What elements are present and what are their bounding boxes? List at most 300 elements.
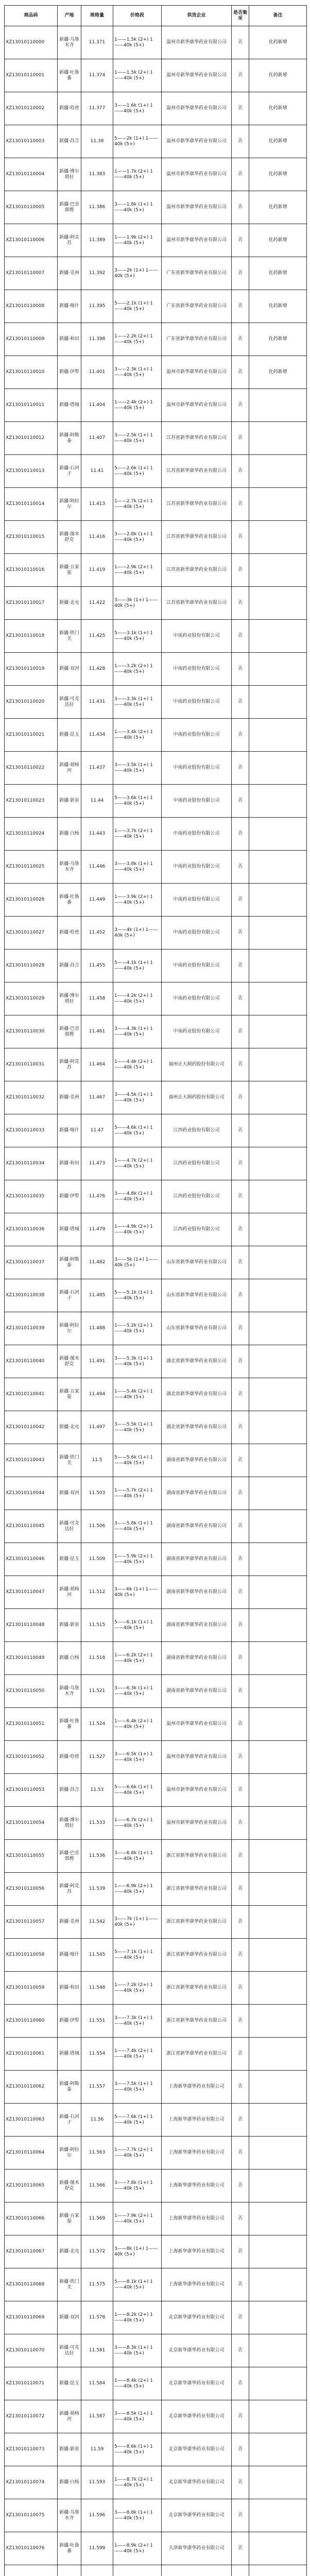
spec-cell: 11.449 — [81, 884, 113, 917]
header-row — [5, 6, 307, 26]
remark-cell: 化药新增 — [249, 158, 307, 191]
producer-cell: 新疆·图木舒克 — [58, 1345, 81, 1378]
price-cell: 1——6.2k (2+) 1——40k (5+) — [113, 1642, 162, 1675]
table-row — [5, 323, 307, 356]
price-cell: 3——6.8k (1+) 1——40k (5+) — [113, 1840, 162, 1873]
table-row — [5, 125, 307, 158]
company-cell: 江西药业股份有限公司 — [162, 1114, 232, 1147]
flag-cell: 否 — [232, 2466, 249, 2499]
company-cell: 湖南省新华康华药业有限公司 — [162, 1576, 232, 1609]
price-cell: 3——8k (1+) 1——40k (5+) — [113, 2235, 162, 2268]
table-row — [5, 818, 307, 851]
spec-cell: 11.398 — [81, 323, 113, 356]
flag-cell: 否 — [232, 587, 249, 620]
company-cell: 温州市新华康华药业有限公司 — [162, 59, 232, 92]
company-cell: 北京新华康华药业有限公司 — [162, 2301, 232, 2334]
remark-cell — [249, 1312, 307, 1345]
producer-cell: 新疆·五家渠 — [58, 554, 81, 587]
flag-cell: 否 — [232, 158, 249, 191]
price-cell: 5——4.1k (1+) 1——40k (5+) — [113, 950, 162, 982]
company-cell: 江西药业股份有限公司 — [162, 1147, 232, 1180]
flag-cell: 否 — [232, 2202, 249, 2235]
table-row — [5, 2466, 307, 2499]
company-cell: 湖南省新华康华药业有限公司 — [162, 1609, 232, 1642]
flag-cell: 否 — [232, 1609, 249, 1642]
remark-cell — [249, 1774, 307, 1807]
table-row — [5, 1807, 307, 1840]
producer-cell: 新疆·石河子 — [58, 2104, 81, 2137]
company-cell — [162, 2565, 232, 2576]
price-cell: 1——8.2k (2+) 1——40k (5+) — [113, 2301, 162, 2334]
flag-cell: 否 — [232, 2170, 249, 2202]
producer-cell: 新疆·阿拉尔 — [58, 2137, 81, 2170]
code-cell: XZ13010110050 — [5, 1675, 58, 1708]
spec-cell: 11.452 — [81, 917, 113, 950]
company-cell: 江苏省新华康华药业有限公司 — [162, 488, 232, 521]
remark-cell — [249, 2005, 307, 2038]
price-cell: 1——4.9k (2+) 1——40k (5+) — [113, 1213, 162, 1246]
table-row — [5, 1213, 307, 1246]
price-cell — [113, 2565, 162, 2576]
company-cell: 中南药业股份有限公司 — [162, 653, 232, 686]
producer-cell: 新疆·图木舒克 — [58, 2170, 81, 2202]
table-row — [5, 1609, 307, 1642]
producer-cell: 新疆·北屯 — [58, 2235, 81, 2268]
flag-cell: 否 — [232, 1378, 249, 1411]
code-cell: XZ13010110067 — [5, 2235, 58, 2268]
code-cell: XZ13010110001 — [5, 59, 58, 92]
price-cell: 3——2.8k (1+) 1——40k (5+) — [113, 521, 162, 554]
remark-cell — [249, 389, 307, 422]
spec-cell: 11.389 — [81, 224, 113, 257]
code-cell: XZ13010110061 — [5, 2038, 58, 2071]
price-cell: 3——1.8k (1+) 1——40k (5+) — [113, 191, 162, 224]
remark-cell — [249, 1279, 307, 1312]
producer-cell: 新疆·石河子 — [58, 1279, 81, 1312]
producer-cell: 新疆·吐鲁番 — [58, 59, 81, 92]
table-row — [5, 1444, 307, 1477]
code-cell: XZ13010110031 — [5, 1048, 58, 1081]
producer-cell: 新疆·新星 — [58, 785, 81, 818]
flag-cell — [232, 2565, 249, 2576]
producer-cell: 新疆·吐鲁番 — [58, 884, 81, 917]
producer-cell: 新疆·乌鲁木齐 — [58, 2499, 81, 2532]
company-cell: 中南药业股份有限公司 — [162, 982, 232, 1015]
price-cell: 3——5.8k (1+) 1——40k (5+) — [113, 1510, 162, 1543]
spec-cell: 11.461 — [81, 1015, 113, 1048]
producer-cell: 新疆·胡杨河 — [58, 1576, 81, 1609]
table-row — [5, 2268, 307, 2301]
remark-cell: 化药新增 — [249, 224, 307, 257]
code-cell: XZ13010110021 — [5, 719, 58, 752]
spec-cell: 11.503 — [81, 1477, 113, 1510]
spec-cell: 11.437 — [81, 752, 113, 785]
spec-cell: 11.407 — [81, 422, 113, 455]
remark-cell — [249, 422, 307, 455]
company-cell: 湖南省新华康华药业有限公司 — [162, 1642, 232, 1675]
price-cell: 1——5.9k (2+) 1——40k (5+) — [113, 1543, 162, 1576]
producer-cell: 新疆·伊犁 — [58, 356, 81, 389]
company-cell: 温州市新华康华药业有限公司 — [162, 191, 232, 224]
code-cell: XZ13010110012 — [5, 422, 58, 455]
price-cell: 5——2.1k (1+) 1——40k (5+) — [113, 290, 162, 323]
producer-cell: 新疆·阿拉尔 — [58, 1312, 81, 1345]
remark-cell — [249, 1015, 307, 1048]
producer-cell: 新疆·阿勒泰 — [58, 1246, 81, 1279]
code-cell: XZ13010110030 — [5, 1015, 58, 1048]
remark-cell — [249, 1081, 307, 1114]
flag-cell: 否 — [232, 1477, 249, 1510]
code-cell: XZ13010110068 — [5, 2268, 58, 2301]
remark-cell — [249, 1609, 307, 1642]
code-cell: XZ13010110063 — [5, 2104, 58, 2137]
producer-cell: 新疆·胡杨河 — [58, 2400, 81, 2433]
remark-cell — [249, 1477, 307, 1510]
company-cell: 浙江省新华康华药业有限公司 — [162, 1840, 232, 1873]
code-cell: XZ13010110015 — [5, 521, 58, 554]
spec-cell: 11.446 — [81, 851, 113, 884]
code-cell: XZ13010110058 — [5, 1939, 58, 1972]
flag-cell: 否 — [232, 785, 249, 818]
spec-cell: 11.434 — [81, 719, 113, 752]
flag-cell: 否 — [232, 686, 249, 719]
table-row — [5, 521, 307, 554]
remark-cell: 化药新增 — [249, 356, 307, 389]
table-row — [5, 92, 307, 125]
code-cell: XZ13010110075 — [5, 2499, 58, 2532]
header-spec: 规格量 — [81, 6, 113, 26]
producer-cell: 新疆·昆玉 — [58, 1543, 81, 1576]
code-cell: XZ13010110023 — [5, 785, 58, 818]
producer-cell: 新疆·塔城 — [58, 389, 81, 422]
price-cell: 5——6.1k (1+) 1——40k (5+) — [113, 1609, 162, 1642]
price-cell: 1——6.4k (2+) 1——40k (5+) — [113, 1708, 162, 1741]
remark-cell: 化药新增 — [249, 257, 307, 290]
flag-cell: 否 — [232, 1114, 249, 1147]
producer-cell: 新疆·喀什 — [58, 290, 81, 323]
remark-cell — [249, 1048, 307, 1081]
flag-cell: 否 — [232, 1774, 249, 1807]
flag-cell: 否 — [232, 488, 249, 521]
price-cell: 5——7.1k (1+) 1——40k (5+) — [113, 1939, 162, 1972]
code-cell: XZ13010110024 — [5, 818, 58, 851]
producer-cell: 新疆·阿勒泰 — [58, 2071, 81, 2104]
spec-cell: 11.443 — [81, 818, 113, 851]
remark-cell — [249, 1180, 307, 1213]
flag-cell: 否 — [232, 1015, 249, 1048]
flag-cell: 否 — [232, 917, 249, 950]
spec-cell: 11.491 — [81, 1345, 113, 1378]
company-cell: 浙江省新华康华药业有限公司 — [162, 1906, 232, 1939]
producer-cell: 新疆·新星 — [58, 1609, 81, 1642]
company-cell: 北京新华康华药业有限公司 — [162, 2367, 232, 2400]
table-row — [5, 1411, 307, 1444]
spec-cell: 11.509 — [81, 1543, 113, 1576]
company-cell: 上海新华康华药业有限公司 — [162, 2104, 232, 2137]
spec-cell — [81, 2565, 113, 2576]
code-cell: XZ13010110019 — [5, 653, 58, 686]
flag-cell: 否 — [232, 1675, 249, 1708]
spec-cell: 11.536 — [81, 1840, 113, 1873]
producer-cell: 新疆·阿克苏 — [58, 1873, 81, 1906]
company-cell: 上海新华康华药业有限公司 — [162, 2071, 232, 2104]
company-cell: 中南药业股份有限公司 — [162, 884, 232, 917]
spec-cell: 11.386 — [81, 191, 113, 224]
table-row — [5, 389, 307, 422]
remark-cell — [249, 2334, 307, 2367]
flag-cell: 否 — [232, 884, 249, 917]
price-cell: 5——8.6k (1+) 1——40k (5+) — [113, 2433, 162, 2466]
company-cell: 中南药业股份有限公司 — [162, 917, 232, 950]
table-row — [5, 1972, 307, 2005]
producer-cell: 新疆·哈密 — [58, 917, 81, 950]
price-cell: 3——8.8k (1+) 1——40k (5+) — [113, 2499, 162, 2532]
company-cell: 湖北省新华康华药业有限公司 — [162, 1378, 232, 1411]
remark-cell — [249, 1642, 307, 1675]
spec-cell: 11.485 — [81, 1279, 113, 1312]
spec-cell: 11.476 — [81, 1180, 113, 1213]
table-row — [5, 1774, 307, 1807]
table-row — [5, 587, 307, 620]
spec-cell: 11.467 — [81, 1081, 113, 1114]
code-cell: XZ13010110055 — [5, 1840, 58, 1873]
remark-cell — [249, 785, 307, 818]
header-code: 商品码 — [5, 6, 58, 26]
spec-cell: 11.464 — [81, 1048, 113, 1081]
spec-cell: 11.488 — [81, 1312, 113, 1345]
spec-cell: 11.53 — [81, 1774, 113, 1807]
price-cell: 1——2.4k (2+) 1——40k (5+) — [113, 389, 162, 422]
table-row — [5, 59, 307, 92]
remark-cell — [249, 2268, 307, 2301]
remark-cell — [249, 1576, 307, 1609]
flag-cell: 否 — [232, 290, 249, 323]
remark-cell — [249, 620, 307, 653]
company-cell: 北京新华康华药业有限公司 — [162, 2433, 232, 2466]
price-cell: 1——6.9k (2+) 1——40k (5+) — [113, 1873, 162, 1906]
flag-cell: 否 — [232, 521, 249, 554]
code-cell: XZ13010110027 — [5, 917, 58, 950]
price-cell: 1——2.7k (2+) 1——40k (5+) — [113, 488, 162, 521]
spec-cell: 11.599 — [81, 2532, 113, 2565]
remark-cell — [249, 950, 307, 982]
code-cell: XZ13010110049 — [5, 1642, 58, 1675]
company-cell: 山东省新华康华药业有限公司 — [162, 1246, 232, 1279]
producer-cell: 新疆·克州 — [58, 257, 81, 290]
table-row — [5, 1378, 307, 1411]
flag-cell: 否 — [232, 554, 249, 587]
producer-cell: 新疆·昌吉 — [58, 1774, 81, 1807]
remark-cell: 化药新增 — [249, 191, 307, 224]
spec-cell: 11.44 — [81, 785, 113, 818]
remark-cell — [249, 653, 307, 686]
company-cell: 中南药业股份有限公司 — [162, 686, 232, 719]
price-cell: 1——6.7k (2+) 1——40k (5+) — [113, 1807, 162, 1840]
price-cell: 5——5.6k (1+) 1——40k (5+) — [113, 1444, 162, 1477]
flag-cell: 否 — [232, 653, 249, 686]
remark-cell — [249, 686, 307, 719]
code-cell: XZ13010110016 — [5, 554, 58, 587]
company-cell: 上海新华康华药业有限公司 — [162, 2170, 232, 2202]
flag-cell: 否 — [232, 1939, 249, 1972]
spec-cell: 11.458 — [81, 982, 113, 1015]
table-row — [5, 2565, 307, 2576]
company-cell: 温州市新华康华药业有限公司 — [162, 1807, 232, 1840]
table-row — [5, 1906, 307, 1939]
flag-cell: 否 — [232, 2433, 249, 2466]
table-row — [5, 785, 307, 818]
flag-cell: 否 — [232, 1510, 249, 1543]
company-cell: 湖南省新华康华药业有限公司 — [162, 1477, 232, 1510]
spec-cell: 11.596 — [81, 2499, 113, 2532]
code-cell: XZ13010110029 — [5, 982, 58, 1015]
producer-cell: 新疆·北屯 — [58, 1411, 81, 1444]
price-cell: 3——2.5k (1+) 1——40k (5+) — [113, 422, 162, 455]
spec-cell: 11.512 — [81, 1576, 113, 1609]
spec-cell: 11.569 — [81, 2202, 113, 2235]
remark-cell — [249, 1246, 307, 1279]
table-row — [5, 1345, 307, 1378]
spec-cell: 11.413 — [81, 488, 113, 521]
price-cell: 5——3.1k (1+) 1——40k (5+) — [113, 620, 162, 653]
price-cell: 1——5.7k (2+) 1——40k (5+) — [113, 1477, 162, 1510]
price-cell: 1——8.7k (2+) 1——40k (5+) — [113, 2466, 162, 2499]
remark-cell — [249, 2367, 307, 2400]
remark-cell — [249, 851, 307, 884]
company-cell: 浙江省新华康华药业有限公司 — [162, 1873, 232, 1906]
spec-cell: 11.545 — [81, 1939, 113, 1972]
flag-cell: 否 — [232, 2071, 249, 2104]
company-cell: 浙江省新华康华药业有限公司 — [162, 1972, 232, 2005]
spec-cell: 11.497 — [81, 1411, 113, 1444]
flag-cell: 否 — [232, 1081, 249, 1114]
flag-cell: 否 — [232, 1213, 249, 1246]
spec-cell: 11.371 — [81, 26, 113, 59]
company-cell: 湖南省新华康华药业有限公司 — [162, 1675, 232, 1708]
spec-cell: 11.566 — [81, 2170, 113, 2202]
spec-cell: 11.548 — [81, 1972, 113, 2005]
flag-cell: 否 — [232, 1246, 249, 1279]
table-row — [5, 851, 307, 884]
header-company: 供货企业 — [162, 6, 232, 26]
company-cell: 天津新华康华药业有限公司 — [162, 2532, 232, 2565]
table-row — [5, 356, 307, 389]
producer-cell: 新疆·白杨 — [58, 1642, 81, 1675]
remark-cell: 化药新增 — [249, 26, 307, 59]
code-cell: XZ13010110044 — [5, 1477, 58, 1510]
code-cell: XZ13010110076 — [5, 2532, 58, 2565]
flag-cell: 否 — [232, 1741, 249, 1774]
flag-cell: 否 — [232, 455, 249, 488]
company-cell: 山东省新华康华药业有限公司 — [162, 1279, 232, 1312]
producer-cell: 新疆·克州 — [58, 1906, 81, 1939]
company-cell: 广东省新华康华药业有限公司 — [162, 257, 232, 290]
remark-cell — [249, 2301, 307, 2334]
remark-cell — [249, 1675, 307, 1708]
company-cell: 湖北省新华康华药业有限公司 — [162, 1345, 232, 1378]
flag-cell: 否 — [232, 1840, 249, 1873]
code-cell: XZ13010110006 — [5, 224, 58, 257]
table-row — [5, 1279, 307, 1312]
table-row — [5, 1114, 307, 1147]
price-cell: 5——2k (1+) 1——40k (5+) — [113, 125, 162, 158]
remark-cell — [249, 1444, 307, 1477]
flag-cell: 否 — [232, 1807, 249, 1840]
company-cell: 浙江省新华康华药业有限公司 — [162, 2005, 232, 2038]
remark-cell — [249, 2499, 307, 2532]
price-cell: 3——5.5k (1+) 1——40k (5+) — [113, 1411, 162, 1444]
remark-cell — [249, 2170, 307, 2202]
producer-cell: 新疆·昆玉 — [58, 719, 81, 752]
remark-cell — [249, 521, 307, 554]
spec-cell: 11.455 — [81, 950, 113, 982]
flag-cell: 否 — [232, 1906, 249, 1939]
code-cell: XZ13010110033 — [5, 1114, 58, 1147]
producer-cell: 新疆·铁门关 — [58, 1444, 81, 1477]
price-cell: 3——2.3k (1+) 1——40k (5+) — [113, 356, 162, 389]
table-row — [5, 2400, 307, 2433]
code-cell: XZ13010110000 — [5, 26, 58, 59]
flag-cell: 否 — [232, 1048, 249, 1081]
producer-cell: 新疆·白杨 — [58, 2466, 81, 2499]
flag-cell: 否 — [232, 2334, 249, 2367]
code-cell: XZ13010110007 — [5, 257, 58, 290]
price-cell: 3——3.5k (1+) 1——40k (5+) — [113, 752, 162, 785]
remark-cell — [249, 719, 307, 752]
company-cell: 温州市新华康华药业有限公司 — [162, 158, 232, 191]
producer-cell: 新疆·昆玉 — [58, 2367, 81, 2400]
flag-cell: 否 — [232, 2038, 249, 2071]
spec-cell: 11.422 — [81, 587, 113, 620]
remark-cell: 化药新增 — [249, 323, 307, 356]
table-row — [5, 422, 307, 455]
code-cell: XZ13010110045 — [5, 1510, 58, 1543]
flag-cell: 否 — [232, 59, 249, 92]
company-cell: 山东省新华康华药业有限公司 — [162, 1312, 232, 1345]
price-cell: 3——4.5k (1+) 1——40k (5+) — [113, 1081, 162, 1114]
code-cell: XZ13010110059 — [5, 1972, 58, 2005]
flag-cell: 否 — [232, 1411, 249, 1444]
code-cell: XZ13010110039 — [5, 1312, 58, 1345]
company-cell: 江苏省新华康华药业有限公司 — [162, 422, 232, 455]
spec-cell: 11.524 — [81, 1708, 113, 1741]
spec-cell: 11.47 — [81, 1114, 113, 1147]
price-cell: 1——2.9k (2+) 1——40k (5+) — [113, 554, 162, 587]
price-cell: 1——7.7k (2+) 1——40k (5+) — [113, 2137, 162, 2170]
producer-cell: 新疆·塔城 — [58, 1213, 81, 1246]
code-cell: XZ13010110038 — [5, 1279, 58, 1312]
flag-cell: 否 — [232, 818, 249, 851]
producer-cell: 新疆·昌吉 — [58, 125, 81, 158]
flag-cell: 否 — [232, 1873, 249, 1906]
code-cell: XZ13010110004 — [5, 158, 58, 191]
remark-cell — [249, 1741, 307, 1774]
flag-cell: 否 — [232, 257, 249, 290]
spec-cell: 11.374 — [81, 59, 113, 92]
remark-cell — [249, 2433, 307, 2466]
remark-cell — [249, 2202, 307, 2235]
table-row — [5, 2005, 307, 2038]
producer-cell: 新疆·和田 — [58, 323, 81, 356]
code-cell: XZ13010110034 — [5, 1147, 58, 1180]
remark-cell — [249, 1147, 307, 1180]
company-cell: 上海新华康华药业有限公司 — [162, 2235, 232, 2268]
table-row — [5, 2202, 307, 2235]
header-price: 价格段 — [113, 6, 162, 26]
code-cell: XZ13010110005 — [5, 191, 58, 224]
producer-cell: 新疆·克州 — [58, 1081, 81, 1114]
code-cell: XZ13010110011 — [5, 389, 58, 422]
